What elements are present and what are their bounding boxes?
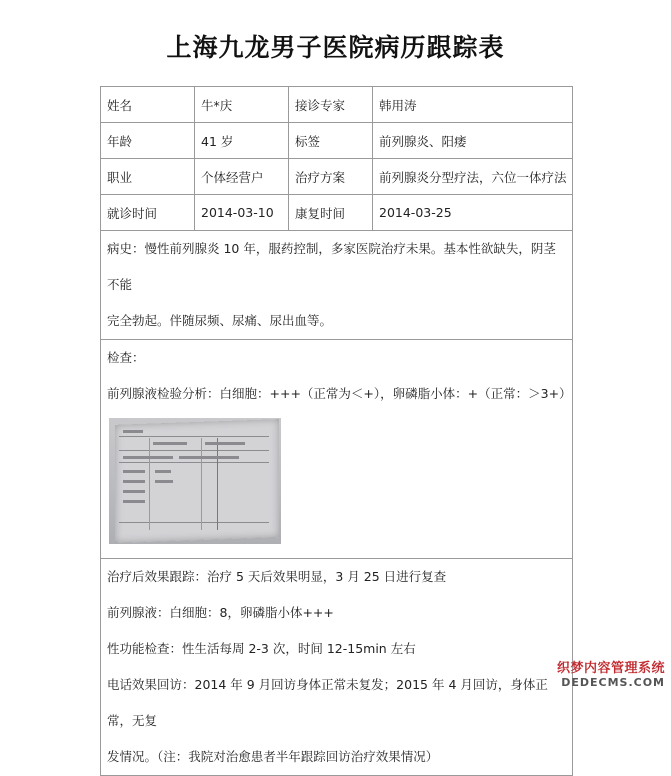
table-row — [101, 159, 573, 195]
watermark-domain: DEDECMS.COM — [561, 676, 665, 689]
exam-cell — [101, 340, 573, 559]
followup-line: 发情况。（注：我院对治愈患者半年跟踪回访治疗效果情况） — [107, 749, 439, 764]
table-row — [101, 87, 573, 123]
lab-report-photo-icon — [109, 418, 281, 544]
exam-result: 前列腺液检验分析：白细胞：+++（正常为＜+），卵磷脂小体：+（正常：＞3+） — [107, 386, 572, 401]
label-age: 年龄 — [101, 123, 195, 159]
value-occupation: 个体经营户 — [195, 159, 289, 195]
followup-line: 性功能检查：性生活每周 2-3 次，时间 12-15min 左右 — [107, 641, 416, 656]
table-row — [101, 231, 573, 340]
history-line: 病史：慢性前列腺炎 10 年，服药控制，多家医院治疗未果。基本性欲缺失，阴茎不能 — [107, 241, 556, 292]
value-tag: 前列腺炎、阳痿 — [373, 123, 573, 159]
label-occupation: 职业 — [101, 159, 195, 195]
value-recovery-date: 2014-03-25 — [373, 195, 573, 231]
medical-record-table — [100, 86, 573, 776]
watermark-title: 织梦内容管理系统 — [556, 661, 665, 676]
label-recovery-date: 康复时间 — [289, 195, 373, 231]
label-doctor: 接诊专家 — [289, 87, 373, 123]
followup-line: 治疗后效果跟踪：治疗 5 天后效果明显，3 月 25 日进行复查 — [107, 569, 447, 584]
history-line: 完全勃起。伴随尿频、尿痛、尿出血等。 — [107, 313, 333, 328]
value-treatment: 前列腺炎分型疗法，六位一体疗法 — [373, 159, 573, 195]
table-row — [101, 559, 573, 776]
exam-heading: 检查： — [107, 350, 145, 365]
value-visit-date: 2014-03-10 — [195, 195, 289, 231]
value-age: 41 岁 — [195, 123, 289, 159]
followup-line: 电话效果回访：2014 年 9 月回访身体正常未复发；2015 年 4 月回访，身体正常，无复 — [107, 677, 548, 728]
value-doctor: 韩用涛 — [373, 87, 573, 123]
table-row — [101, 340, 573, 559]
page-title: 上海九龙男子医院病历跟踪表 — [166, 33, 505, 62]
table-row — [101, 123, 573, 159]
label-visit-date: 就诊时间 — [101, 195, 195, 231]
label-name: 姓名 — [101, 87, 195, 123]
table-row — [101, 195, 573, 231]
value-name: 牛*庆 — [195, 87, 289, 123]
watermark — [557, 657, 665, 689]
followup-line: 前列腺液：白细胞：8，卵磷脂小体+++ — [107, 605, 334, 620]
label-tag: 标签 — [289, 123, 373, 159]
label-treatment: 治疗方案 — [289, 159, 373, 195]
followup-cell — [101, 559, 573, 776]
history-cell — [101, 231, 573, 340]
